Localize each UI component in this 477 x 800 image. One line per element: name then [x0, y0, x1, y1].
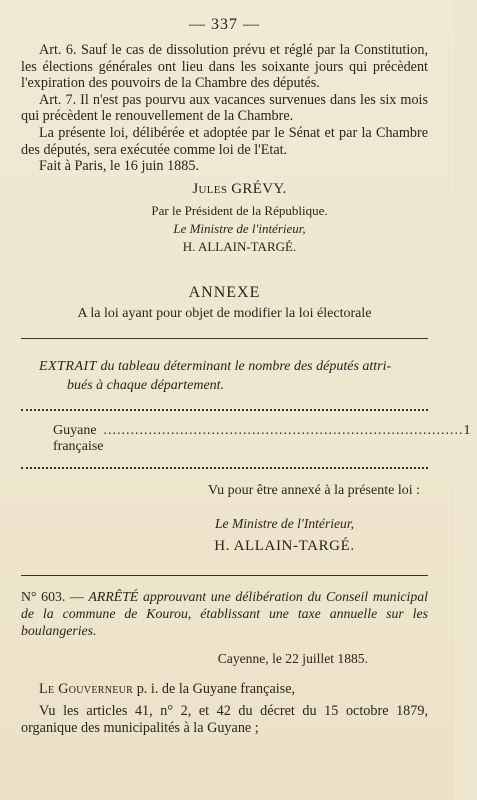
- annexe-subtitle: A la loi ayant pour objet de modifier la loi électorale: [77, 305, 372, 321]
- article-7: [21, 92, 428, 125]
- extrait-heading: [21, 357, 428, 395]
- arrete-dateline: Cayenne, le 22 juillet 1885.: [217, 650, 368, 666]
- article-7-text: Il n'est pas pourvu aux vacances survenues dans les six mois qui précèdent le renouvellement de la Chambre.: [21, 91, 428, 125]
- signature-role: Le Ministre de l'intérieur,: [173, 220, 306, 236]
- extrait-continuation: bués à chaque département.: [67, 377, 225, 393]
- arrete-divider: [21, 575, 428, 576]
- annex-signature: [21, 513, 428, 557]
- annex-minister-role: Le Ministre de l'Intérieur,: [214, 515, 355, 531]
- table-bottom-dots: [21, 467, 428, 469]
- article-6-text: Sauf le cas de dissolution prévu et réglé par la Constitution, les élections générales ont lieu dans les soixante jours qui précèdent l'expiration des pouvoirs de la Chambre des députés.: [21, 42, 429, 92]
- extrait-rest: du tableau déterminant le nombre des députés attri-: [100, 358, 392, 374]
- annex-minister-name: H. ALLAIN-TARGÉ.: [214, 537, 355, 554]
- place-date: Fait à Paris, le 16 juin 1885.: [39, 158, 199, 175]
- arrete-title: ARRÊTÉ approuvant une délibération du Conseil municipal de la commune de Kourou, établissant une taxe annuelle sur les boulangeries.: [21, 588, 428, 638]
- gouverneur-rest: p. i. de la Guyane française,: [136, 680, 296, 697]
- article-6-label: Art. 6.: [39, 42, 77, 58]
- enactment-paragraph: La présente loi, délibérée et adoptée par le Sénat et par la Chambre des députés, sera exécutée comme loi de l'Etat.: [21, 124, 428, 158]
- arrete-vu: Vu les articles 41, n° 2, et 42 du décret du 15 octobre 1879, organique des municipalités à la Guyane ;: [21, 703, 428, 736]
- signature-by: Par le Président de la République.: [151, 202, 328, 218]
- arrete-number: N° 603.: [21, 588, 66, 604]
- arrete-dash: —: [70, 588, 84, 604]
- signature-minister: H. ALLAIN-TARGÉ.: [182, 238, 297, 254]
- annexe-divider: [21, 338, 428, 339]
- row-value: 1: [463, 422, 471, 438]
- article-6: [21, 42, 428, 92]
- row-label: Guyane française: [53, 422, 104, 454]
- table-row: [21, 411, 471, 467]
- signature-name: Jules GRÉVY.: [192, 180, 287, 197]
- annex-vu: Vu pour être annexé à la présente loi :: [207, 482, 420, 498]
- row-leader: ................................................................................: [103, 422, 464, 438]
- extrait-lead: EXTRAIT: [39, 358, 97, 374]
- page-number: — 337 —: [189, 16, 260, 33]
- arrete-heading: [21, 588, 428, 639]
- annexe-title: ANNEXE: [188, 283, 261, 301]
- gouverneur-title: Le Gouverneur: [39, 680, 134, 697]
- arrete-gouverneur: [21, 681, 428, 698]
- article-7-label: Art. 7.: [39, 91, 77, 108]
